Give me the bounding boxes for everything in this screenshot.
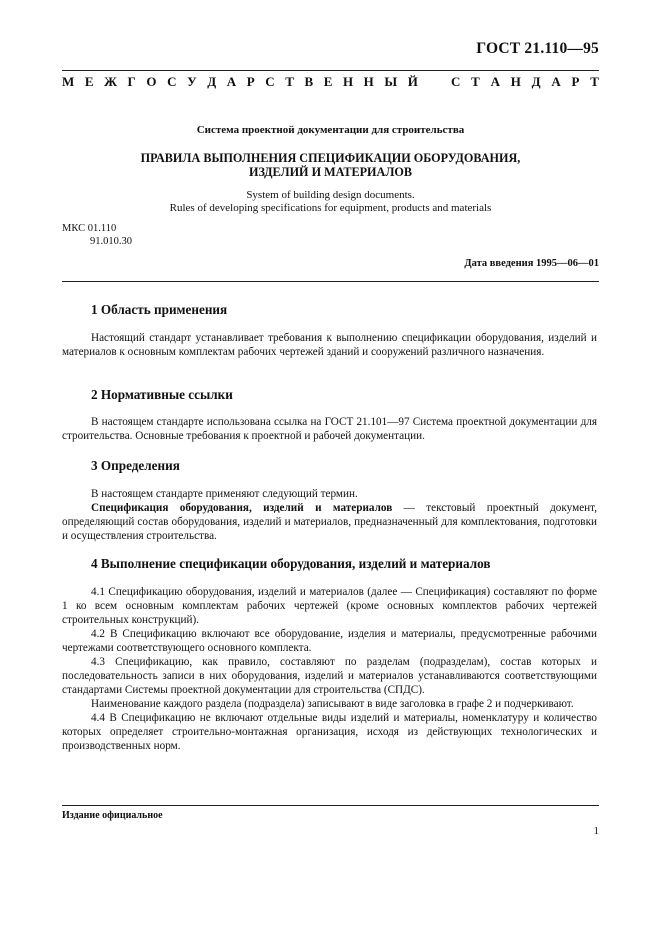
banner-letter: Д — [207, 74, 217, 89]
title-divider — [62, 281, 599, 282]
banner-letter: Й — [407, 74, 418, 89]
mks-code-2: 91.010.30 — [90, 236, 132, 247]
banner-letter: Ж — [104, 74, 117, 89]
paragraph: Настоящий стандарт устанавливает требования к выполнению спецификации оборудования, изделий и материалов к основным комплектам рабочих чертежей зданий и сооружений различного назначения. — [62, 332, 597, 358]
english-title-line-2: Rules of developing specifications for equipment, products and materials — [169, 202, 492, 214]
section-3-text — [62, 487, 597, 543]
banner-word-standard — [451, 74, 599, 90]
banner-letter: В — [304, 74, 314, 89]
banner-letter: А — [226, 74, 237, 89]
banner-letter: С — [265, 74, 275, 89]
title-line-1: ПРАВИЛА ВЫПОЛНЕНИЯ СПЕЦИФИКАЦИИ ОБОРУДОВАНИЯ, — [140, 151, 521, 165]
banner-letter: А — [490, 74, 500, 89]
banner-letter: Ы — [384, 74, 398, 89]
banner-letter: Е — [323, 74, 333, 89]
banner-letter: У — [187, 74, 197, 89]
banner-letter: С — [451, 74, 461, 89]
title-line-2: ИЗДЕЛИЙ И МАТЕРИАЛОВ — [248, 165, 413, 179]
page-number: 1 — [593, 825, 599, 837]
banner-letter: Т — [590, 74, 599, 89]
english-title-line-1: System of building design documents. — [246, 189, 415, 201]
banner-letter: Н — [342, 74, 354, 89]
section-2-heading: 2 Нормативные ссылки — [91, 387, 233, 402]
footer-divider — [62, 805, 599, 806]
official-edition-label: Издание официальное — [62, 810, 163, 821]
banner-letter: М — [62, 74, 75, 89]
document-title — [62, 151, 599, 179]
banner-letter: О — [146, 74, 157, 89]
banner-letter: Д — [531, 74, 541, 89]
banner-letter: Т — [471, 74, 480, 89]
section-4-heading: 4 Выполнение спецификации оборудования, изделий и материалов — [91, 556, 491, 571]
english-title — [62, 189, 599, 215]
paragraph: 4.4 В Спецификацию не включают отдельные виды изделий и материалы, номенклатуру и количество которых определяет строительно-монтажная организация, исходя из действующих технологических и производственных норм. — [62, 712, 597, 752]
section-1-text — [62, 331, 597, 359]
paragraph: В настоящем стандарте использована ссылка на ГОСТ 21.101—97 Система проектной документации для строительства. Основные требования к проектной и рабочей документации. — [62, 416, 597, 442]
term-text: — текстовый проектный документ, определяющий состав оборудования, изделий и материалов, предназначенный для комплектования, подготовки и осуществления строительства. — [62, 502, 597, 542]
mks-classification — [62, 222, 132, 248]
banner-letter: Т — [285, 74, 294, 89]
banner-letter: Г — [127, 74, 136, 89]
section-4-text — [62, 585, 597, 753]
banner-letter: Н — [363, 74, 374, 89]
mks-code-1: МКС 01.110 — [62, 223, 117, 234]
banner-letter: С — [167, 74, 177, 89]
banner-word-interstate — [62, 74, 418, 90]
system-name: Система проектной документации для строительства — [196, 124, 465, 136]
section-1-heading: 1 Область применения — [91, 302, 228, 317]
section-2-text — [62, 415, 597, 443]
top-divider — [62, 70, 599, 71]
paragraph: 4.1 Спецификацию оборудования, изделий и материалов (далее — Спецификация) составляют по форме 1 ко всем основным комплектам рабочих чертежей (кроме основных комплектов рабочих чертежей строительных конструкций). — [62, 586, 597, 626]
paragraph: 4.3 Спецификацию, как правило, составляют по разделам (подразделам), состав которых и последовательность записи в них оборудования, изделий и материалов устанавливаются соответствующими стандартами Системы проектной документации для строительства (СПДС). — [62, 656, 597, 696]
term-name: Спецификация оборудования, изделий и материалов — [91, 502, 393, 514]
banner-letter: Р — [246, 74, 255, 89]
section-3-heading: 3 Определения — [91, 458, 180, 473]
paragraph: Наименование каждого раздела (подраздела) записывают в виде заголовка в графе 2 и подчеркивают. — [91, 698, 574, 710]
paragraph: 4.2 В Спецификацию включают все оборудование, изделия и материалы, предусмотренные рабочими чертежами соответствующего основного комплекта. — [62, 628, 597, 654]
term-definition — [62, 501, 597, 543]
banner-letter: Н — [510, 74, 521, 89]
introduction-date: Дата введения 1995—06—01 — [464, 258, 599, 269]
document-code: ГОСТ 21.110—95 — [476, 40, 599, 57]
banner-letter: Р — [571, 74, 580, 89]
paragraph: В настоящем стандарте применяют следующий термин. — [91, 488, 358, 500]
banner-letter: Е — [84, 74, 94, 89]
standard-banner — [62, 74, 599, 90]
banner-letter: А — [551, 74, 561, 89]
